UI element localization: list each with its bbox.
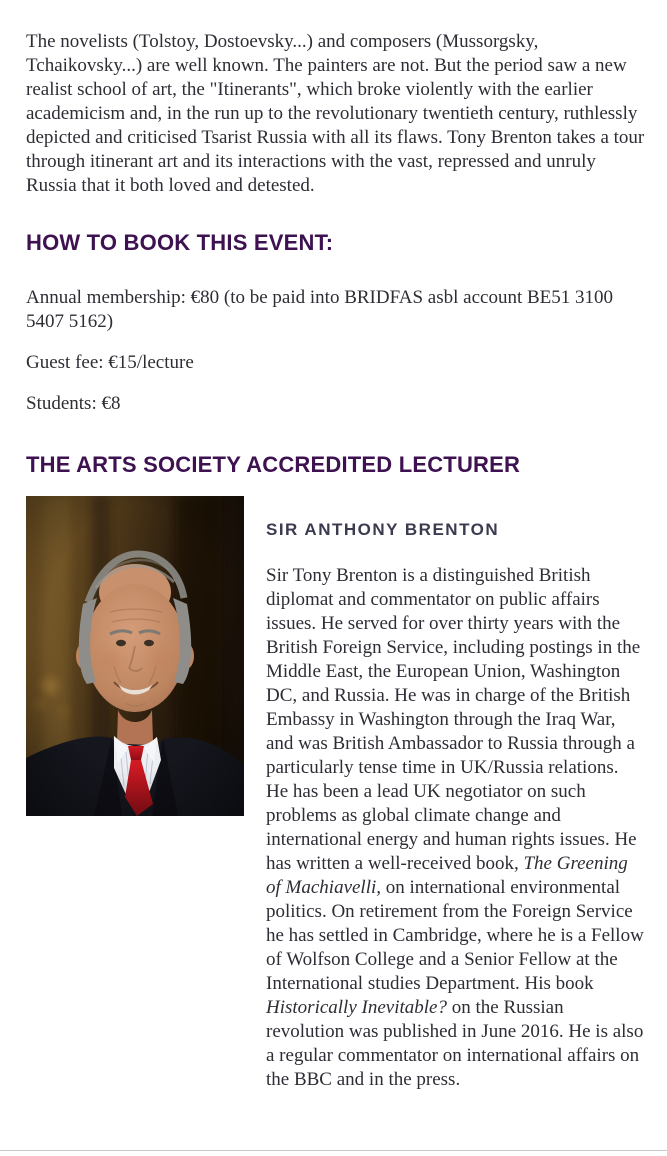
lecturer-bio-column [266,496,645,1092]
intro-paragraph: The novelists (Tolstoy, Dostoevsky...) and composers (Mussorgsky, Tchaikovsky...) are well known. The painters are not. But the period saw a new realist school of art, the "Itinerants", which broke violently with the earlier academicism and, in the run up to the revolutionary twentieth century, ruthlessly depicted and criticised Tsarist Russia with all its flaws. Tony Brenton takes a tour through itinerant art and its interactions with the vast, repressed and unruly Russia that it both loved and detested. [26,31,645,196]
booking-heading: HOW TO BOOK THIS EVENT: [26,230,334,255]
bio-text-segment: on international environmental politics. On retirement from the Foreign Service he has settled in Cambridge, where he is a Fellow of Wolfson College and a Senior Fellow at the International studies Department. His book [266,877,644,994]
lecturer-profile [26,496,645,1092]
booking-students-line: Students: €8 [26,393,121,414]
bio-text-segment: Sir Tony Brenton is a distinguished British diplomat and commentator on public affairs issues. He served for over thirty years with the British Foreign Service, including postings in the Middle East, the European Union, Washington DC, and Russia. He was in charge of the British Embassy in Washington through the Iraq War, and was British Ambassador to Russia through a particularly tense time in UK/Russia relations. He has been a lead UK negotiator on such problems as global climate change and international energy and human rights issues. He has written a well-received book, [266,565,641,874]
lecturer-name: SIR ANTHONY BRENTON [266,520,500,539]
book-title-italic: The Greening of Machiavelli, [266,853,628,898]
lecturer-portrait-image [26,496,244,816]
lecturer-section-heading: THE ARTS SOCIETY ACCREDITED LECTURER [26,452,521,477]
bio-text-segment: on the Russian revolution was published in June 2016. He is also a regular commentator on international affairs on the BBC and in the press. [266,997,644,1090]
booking-membership-line: Annual membership: €80 (to be paid into BRIDFAS asbl account BE51 3100 5407 5162) [26,287,613,332]
booking-guest-fee-line: Guest fee: €15/lecture [26,352,194,373]
lecturer-photo [26,496,244,816]
book-title-italic: Historically Inevitable? [266,997,447,1018]
lecturer-bio [266,564,645,1092]
footer-divider [0,1150,667,1151]
